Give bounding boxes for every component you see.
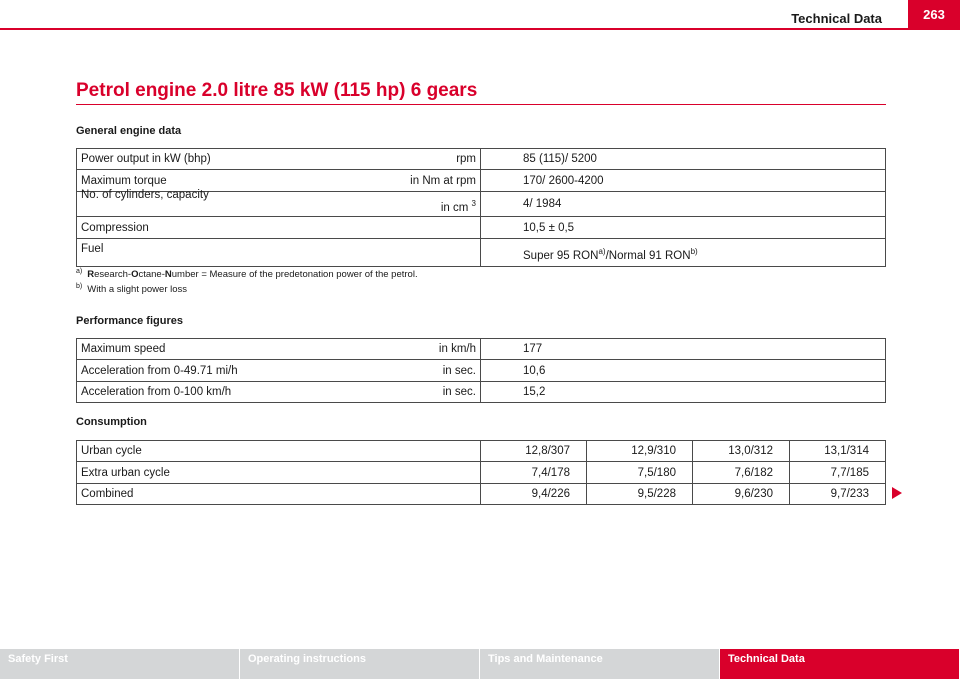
page-title: Petrol engine 2.0 litre 85 kW (115 hp) 6 gears [76,80,478,101]
row-unit: rpm [456,153,476,165]
row-label-cell [77,217,481,239]
unit-text: in cm [440,201,472,214]
fuel-value [481,239,886,267]
fuel-footnote-b: b) [690,247,698,257]
row-value: 15,2 [481,382,886,403]
row-value: 85 (115)/ 5200 [481,149,886,170]
value-cell: 9,4/226 [481,484,587,505]
row-label: Extra urban cycle [77,462,481,484]
footnote-mark: b) [76,283,83,290]
row-unit: in sec. [442,386,476,398]
table-row [77,484,886,505]
row-label: Combined [77,484,481,505]
footnote-mark: a) [76,268,83,275]
header-rule [0,28,960,30]
footnote-text: umber = Measure of the predetonation power of the petrol. [171,269,418,281]
value-cell: 13,1/314 [790,441,886,462]
consumption-table [76,440,886,505]
table-row [77,149,886,170]
footnote-b [76,283,187,295]
next-page-arrow-icon[interactable] [892,487,902,499]
fuel-label: Fuel [77,239,481,267]
value-cell: 7,5/180 [587,462,693,484]
row-label-cell [77,339,481,360]
footnote-text: esearch- [94,269,132,281]
footer-nav [0,649,960,679]
row-label: Acceleration from 0-100 km/h [81,386,232,398]
row-value: 4/ 1984 [481,192,886,217]
general-engine-table [76,148,886,267]
footnote-letter: N [164,269,172,281]
table-row [77,382,886,403]
general-engine-heading: General engine data [76,125,182,137]
footnote-text: ctane- [138,269,165,281]
value-cell: 9,5/228 [587,484,693,505]
footer-tab-safety-first[interactable]: Safety First [0,649,240,679]
row-value: 10,6 [481,360,886,382]
page-number: 263 [908,0,960,29]
row-unit: in sec. [442,364,476,377]
row-label-cell [77,188,481,217]
row-label: Acceleration from 0-49.71 mi/h [81,364,238,377]
footnote-letter: R [87,269,95,281]
fuel-super: Super 95 RON [523,250,599,262]
footer-tab-technical-data[interactable]: Technical Data [720,649,960,679]
value-cell: 13,0/312 [693,441,790,462]
row-unit: in Nm at rpm [410,174,476,187]
consumption-heading: Consumption [76,416,147,428]
value-cell: 7,6/182 [693,462,790,484]
row-label-cell [77,360,481,382]
row-label: Compression [81,221,149,234]
fuel-normal: /Normal 91 RON [605,250,691,262]
table-row [77,192,886,217]
row-unit [441,199,476,214]
row-value: 177 [481,339,886,360]
title-rule [76,104,886,105]
footer-tab-tips-and-maintenance[interactable]: Tips and Maintenance [480,649,720,679]
unit-superscript: 3 [471,198,476,208]
footnote-text: With a slight power loss [87,284,188,296]
fuel-footnote-a: a) [598,247,606,257]
table-row [77,360,886,382]
performance-heading: Performance figures [76,315,183,327]
footer-tab-operating-instructions[interactable]: Operating instructions [240,649,480,679]
value-cell: 9,6/230 [693,484,790,505]
performance-table [76,338,886,403]
header-title: Technical Data [791,11,882,26]
value-cell: 12,9/310 [587,441,693,462]
row-value: 10,5 ± 0,5 [481,217,886,239]
value-cell: 9,7/233 [790,484,886,505]
row-unit: in km/h [438,343,476,355]
footnote-letter: O [131,269,139,281]
row-label-cell [77,149,481,170]
table-row [77,339,886,360]
row-label: Urban cycle [77,441,481,462]
value-cell: 12,8/307 [481,441,587,462]
row-value: 170/ 2600-4200 [481,170,886,192]
table-row [77,441,886,462]
footnote-a [76,268,418,280]
row-label: Maximum torque [81,174,167,187]
row-label-cell [77,382,481,403]
value-cell: 7,4/178 [481,462,587,484]
row-label: Power output in kW (bhp) [81,153,211,165]
row-label: Maximum speed [81,343,166,355]
table-row [77,462,886,484]
table-row [77,217,886,239]
row-label: No. of cylinders, capacity [81,188,209,201]
value-cell: 7,7/185 [790,462,886,484]
table-row [77,239,886,267]
